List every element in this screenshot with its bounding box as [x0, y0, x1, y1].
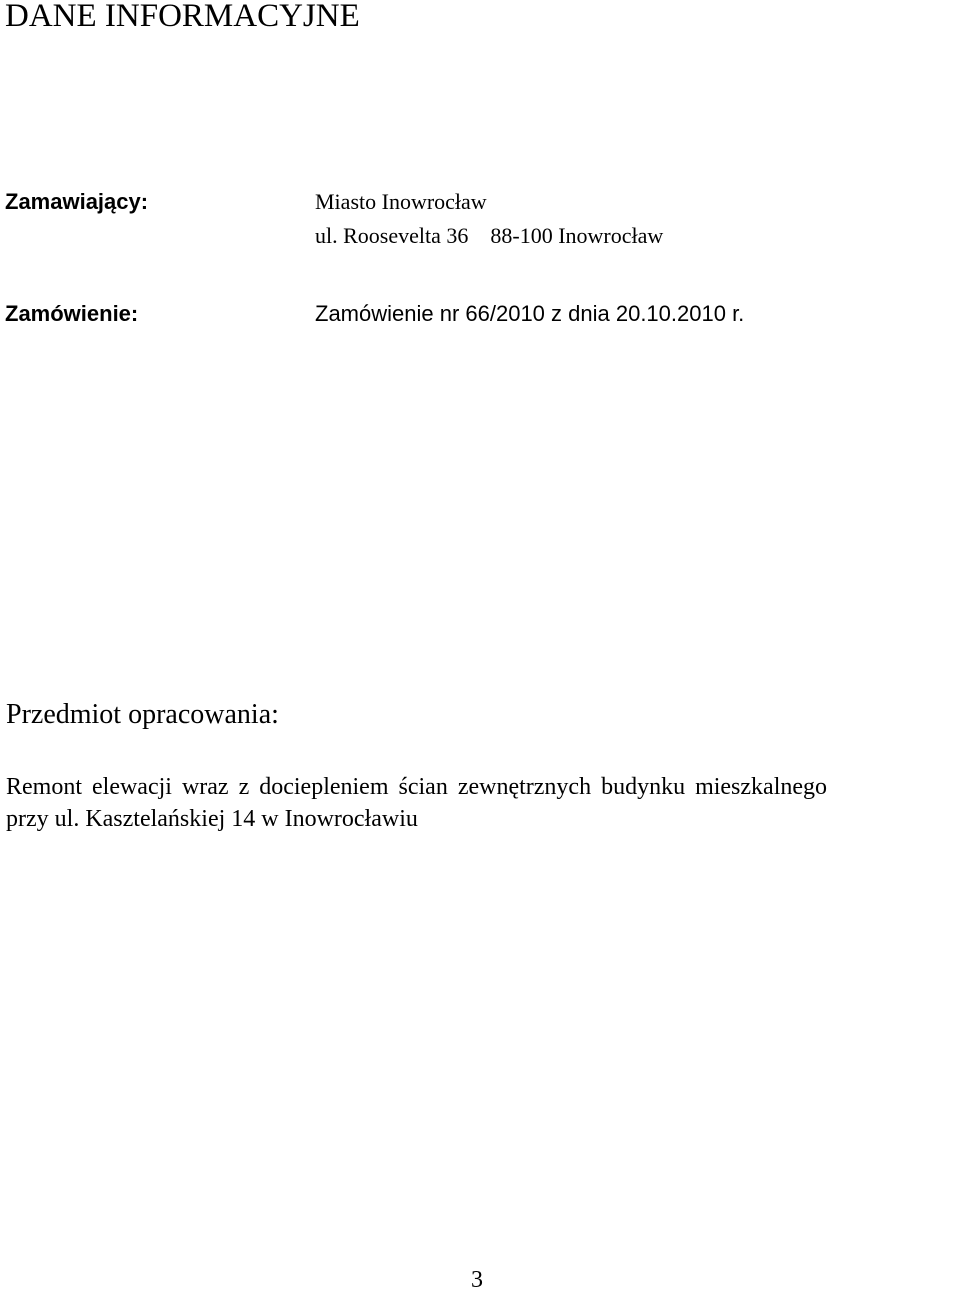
ordering-party-label: Zamawiający:	[5, 189, 149, 214]
ordering-party-address: ul. Roosevelta 36 88-100 Inowrocław	[315, 223, 664, 248]
subject-line-2: przy ul. Kasztelańskiej 14 w Inowrocławiu	[6, 806, 418, 832]
subject-heading: Przedmiot opracowania:	[6, 699, 279, 730]
subject-description	[6, 771, 956, 835]
ordering-party-name: Miasto Inowrocław	[315, 189, 487, 214]
document-title: DANE INFORMACYJNE	[5, 0, 360, 34]
subject-line-1: Remont elewacji wraz z dociepleniem ścian zewnętrznych budynku mieszkalnego	[6, 774, 828, 800]
order-label: Zamówienie:	[5, 301, 139, 326]
order-value: Zamówienie nr 66/2010 z dnia 20.10.2010 r.	[315, 301, 745, 326]
page-number: 3	[471, 1267, 483, 1293]
